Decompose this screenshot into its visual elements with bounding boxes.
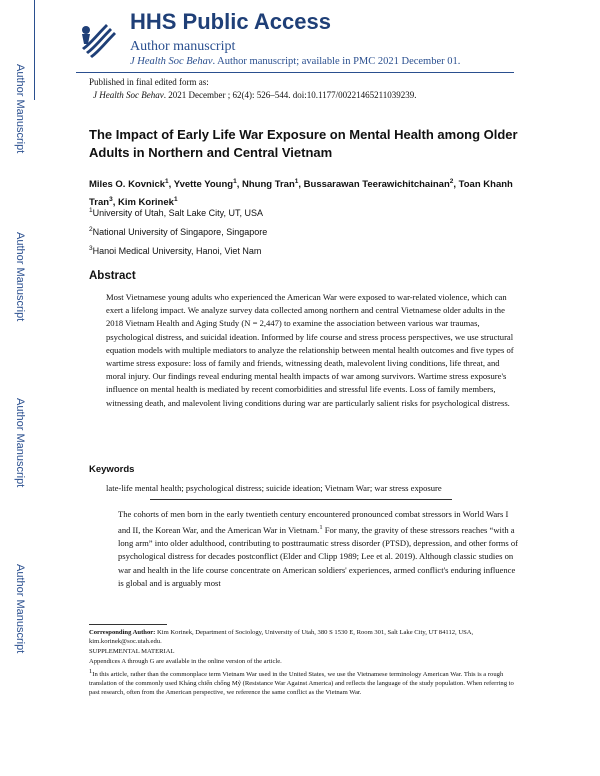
keywords-text: late-life mental health; psychological distress; suicide ideation; Vietnam War; war stress exposure	[106, 483, 442, 493]
footnote-1: $^1$In this article, rather than the commonplace term Vietnam War used in the United States, we use the Vietnamese terminology American War. This is a rough translation of the commonly used Kháng chiến chống Mỹ (Resistance War Against America) and reflects the language of the study population. When referring to past research, often from the American perspective, we reference the same conflict as the Vietnam War.	[89, 668, 514, 697]
header-rule	[76, 72, 514, 73]
header-citation: J Health Soc Behav. Author manuscript; available in PMC 2021 December 01.	[130, 56, 461, 67]
author: Yvette Young$^1$,	[173, 178, 242, 191]
sidebar-label-2: Author Manuscript	[14, 232, 26, 322]
author: Nhung Tran$^1$,	[241, 178, 304, 191]
article-title: The Impact of Early Life War Exposure on Mental Health among Older Adults in Northern and Central Vietnam	[89, 127, 518, 160]
hhs-eagle-logo-icon	[76, 18, 120, 62]
sidebar-rule	[34, 0, 35, 100]
affiliation: $^1$University of Utah, Salt Lake City, UT, USA	[89, 207, 264, 218]
footnote-rule	[89, 624, 167, 625]
keywords-heading: Keywords	[89, 464, 135, 475]
author-manuscript-subtitle: Author manuscript	[130, 39, 236, 54]
abstract-heading: Abstract	[89, 270, 136, 282]
sidebar-label-4: Author Manuscript	[14, 564, 26, 654]
affiliation: $^3$Hanoi Medical University, Hanoi, Viet Nam	[89, 245, 262, 256]
corresponding-author-note: Corresponding Author: Kim Korinek, Department of Sociology, University of Utah, 380 S 1530 E, Room 301, Salt Lake City, UT 84112, USA, kim.korinek@soc.utah.edu.	[89, 629, 474, 645]
keywords-rule	[150, 499, 452, 500]
footnotes	[89, 628, 519, 698]
hhs-title: HHS Public Access	[130, 9, 331, 34]
supplemental-note: Appendices A through G are available in the online version of the article.	[89, 658, 282, 665]
author: Miles O. Kovnick$^1$,	[89, 178, 174, 191]
published-label: Published in final edited form as:	[89, 77, 209, 87]
affiliation: $^2$National University of Singapore, Singapore	[89, 226, 268, 237]
sidebar-label-3: Author Manuscript	[14, 398, 26, 488]
author: Kim Korinek$^1$	[117, 196, 178, 209]
abstract-text: Most Vietnamese young adults who experienced the American War were exposed to war-related violence, which can exert a lifelong impact. We analyze survey data collected among northern and central Vietnamese older adults in the 2018 Vietnam Health and Aging Study (N = 2,447) to examine the association between various war traumas, psychological distress, and suicidal ideation. Informed by life course and stress process perspectives, we use structural equation models with multiple mediators to analyze the relationship between mental health outcomes and five types of wartime stress exposure: loss of family and friends, witnessing death, malevolent living conditions, life threat, and moral injury. Our findings reveal enduring mental health impacts of war among survivors. Wartime stress exposure's influence on mental health is mediated by recent comorbidities and stressful life events. Loss of family members, witnessing death, and malevolent living conditions during war are particularly salient risks for psychological distress.	[106, 292, 514, 408]
supplemental-label: SUPPLEMENTAL MATERIAL	[89, 648, 175, 655]
published-citation: J Health Soc Behav. 2021 December ; 62(4): 526–544. doi:10.1177/00221465211039239.	[93, 90, 417, 100]
body-paragraph: The cohorts of men born in the early twentieth century encountered pronounced combat stressors in World Wars I and II, the Korean War, and the American War in Vietnam.$^1$ For many, the gravity of these stressors reaches “with a long arm” into older adulthood, contributing to posttraumatic stress disorder (PTSD), depression, and other forms of psychological distress for decades postconflict (Elder and Clipp 1989; Lee et al. 2019). Although classic studies on war and health in the life course concentrate on American soldiers' experiences, armed conflict's enduring influence is global and is arguably most	[118, 509, 519, 588]
author: Bussarawan Teerawichitchainan$^2$,	[303, 178, 459, 191]
sidebar-label-1: Author Manuscript	[14, 64, 26, 154]
author: Toan Khanh Tran$^3$,	[89, 179, 513, 209]
author-list	[89, 174, 529, 210]
